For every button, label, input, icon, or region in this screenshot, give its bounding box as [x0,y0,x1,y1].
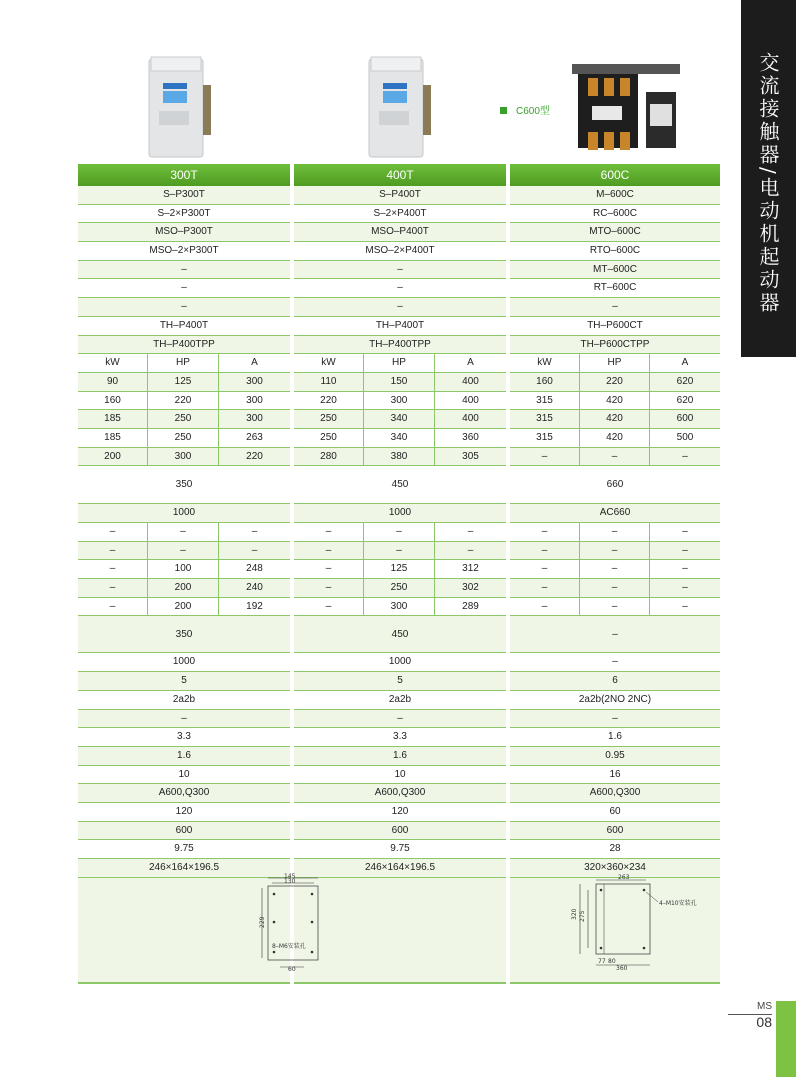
dim-bottom1: 77 [598,958,606,965]
rating-row: 160 220 300 [78,392,290,411]
rating2-row: – 125 312 [294,560,506,579]
column-header: 600C [510,164,720,186]
dim-bottom: 60 [288,966,296,972]
dim-height1: 320 [571,908,578,920]
dim-height: 229 [259,916,266,928]
value-row: A600,Q300 [78,784,290,803]
dim-width1: 145 [284,873,296,880]
model-row: TH–P400TPP [78,336,290,355]
model-row: – [510,298,720,317]
value-row: 1.6 [294,747,506,766]
model-row: – [294,279,506,298]
model-row: RTO–600C [510,242,720,261]
value-row: AC660 [510,504,720,523]
rating-row: 185 250 300 [78,410,290,429]
column-600c [510,164,720,984]
rating2-row: – 200 192 [78,598,290,617]
value-row: – [510,653,720,672]
value-row: 60 [510,803,720,822]
rating-row: 110 150 400 [294,373,506,392]
model-row: S–P400T [294,186,506,205]
value-row: 600 [78,822,290,841]
value-row: – [510,710,720,729]
dim-top: 263 [618,874,630,881]
model-row: RC–600C [510,205,720,224]
value-row: 1000 [294,653,506,672]
rating-head-row: kW HP A [78,354,290,373]
rating-row: 315 420 620 [510,392,720,411]
value-row: 660 [510,466,720,504]
rating2-row: – 100 248 [78,560,290,579]
legend-square-icon [500,107,507,114]
model-row: MSO–P400T [294,223,506,242]
rating-row: 90 125 300 [78,373,290,392]
value-row: – [78,710,290,729]
value-row: 350 [78,466,290,504]
value-row: 1.6 [510,728,720,747]
model-row: S–2×P400T [294,205,506,224]
model-row: – [294,298,506,317]
value-row: 1000 [78,504,290,523]
value-row: 10 [294,766,506,785]
value-row: A600,Q300 [510,784,720,803]
model-row: MSO–P300T [78,223,290,242]
model-row: TH–P400T [294,317,506,336]
column-300t [78,164,290,984]
rating-row: 250 340 400 [294,410,506,429]
value-row: 5 [78,672,290,691]
legend-text: C600型 [516,106,550,117]
value-row: 5 [294,672,506,691]
rating2-row: – – – [510,523,720,542]
value-row: 1.6 [78,747,290,766]
rating-row: 200 300 220 [78,448,290,467]
value-row: 120 [78,803,290,822]
page-edge-bar [776,1001,796,1077]
rating2-row: – – – [510,560,720,579]
value-row: – [510,616,720,653]
rating2-row: – 200 240 [78,579,290,598]
rating2-row: – – – [294,542,506,561]
value-row: 3.3 [294,728,506,747]
value-row: 3.3 [78,728,290,747]
rating2-row: – – – [78,523,290,542]
value-row: 0.95 [510,747,720,766]
rating-row: 280 380 305 [294,448,506,467]
model-legend [500,102,550,117]
value-row: – [294,710,506,729]
value-row: 1000 [78,653,290,672]
rating-row: 160 220 620 [510,373,720,392]
rating2-row: – – – [294,523,506,542]
product-photo-400t [365,55,435,161]
dim-holes-note: 4–M10安装孔 [659,900,697,907]
column-header: 400T [294,164,506,186]
mounting-drawing-600c [560,872,710,972]
model-row: RT–600C [510,279,720,298]
model-row: MTO–600C [510,223,720,242]
column-400t [294,164,506,984]
value-row: 9.75 [78,840,290,859]
value-row: 246×164×196.5 [294,859,506,878]
value-row: 2a2b [78,691,290,710]
column-header: 300T [78,164,290,186]
value-row: 120 [294,803,506,822]
value-row: 2a2b [294,691,506,710]
model-row: TH–P600CT [510,317,720,336]
rating-row: 315 420 600 [510,410,720,429]
model-row: MT–600C [510,261,720,280]
rating-row: 220 300 400 [294,392,506,411]
rating2-row: – 250 302 [294,579,506,598]
dim-width2: 130 [284,878,296,885]
model-row: TH–P600CTPP [510,336,720,355]
rating-head-row: kW HP A [294,354,506,373]
model-row: MSO–2×P400T [294,242,506,261]
value-row: 350 [78,616,290,653]
value-row: 28 [510,840,720,859]
page-section: MS [757,1001,772,1012]
product-photo-300t [145,55,215,161]
dim-bottom3: 360 [616,965,628,972]
rating-row: 185 250 263 [78,429,290,448]
side-title-tab [741,0,796,357]
rating2-row: – – – [510,598,720,617]
rating2-row: – 300 289 [294,598,506,617]
rating2-row: – – – [510,579,720,598]
model-row: M–600C [510,186,720,205]
value-row: 320×360×234 [510,859,720,878]
rating-row: 250 340 360 [294,429,506,448]
value-row: 10 [78,766,290,785]
dim-bottom2: 80 [608,958,616,965]
value-row: 600 [294,822,506,841]
model-row: – [78,261,290,280]
dim-height2: 275 [579,910,586,922]
value-row: 2a2b(2NO 2NC) [510,691,720,710]
model-row: TH–P400TPP [294,336,506,355]
page-rule [728,1014,772,1015]
model-row: – [78,279,290,298]
value-row: 1000 [294,504,506,523]
product-photo-600c [568,62,686,162]
value-row: 6 [510,672,720,691]
page-number [728,1001,772,1030]
page-number-value: 08 [756,1014,772,1030]
model-row: S–P300T [78,186,290,205]
model-row: – [294,261,506,280]
rating-row: 315 420 500 [510,429,720,448]
rating2-row: – – – [78,542,290,561]
rating-row: – – – [510,448,720,467]
rating-head-row: kW HP A [510,354,720,373]
model-row: TH–P400T [78,317,290,336]
value-row: 246×164×196.5 [78,859,290,878]
value-row: 16 [510,766,720,785]
model-row: S–2×P300T [78,205,290,224]
model-row: MSO–2×P300T [78,242,290,261]
value-row: 600 [510,822,720,841]
side-title: 交流接触器/电动机起动器 [756,52,780,315]
rating2-row: – – – [510,542,720,561]
dim-holes-note: 8–M6安装孔 [272,943,306,950]
mounting-drawing-300t [256,872,336,972]
value-row: 450 [294,616,506,653]
value-row: 450 [294,466,506,504]
value-row: 9.75 [294,840,506,859]
model-row: – [78,298,290,317]
value-row: A600,Q300 [294,784,506,803]
